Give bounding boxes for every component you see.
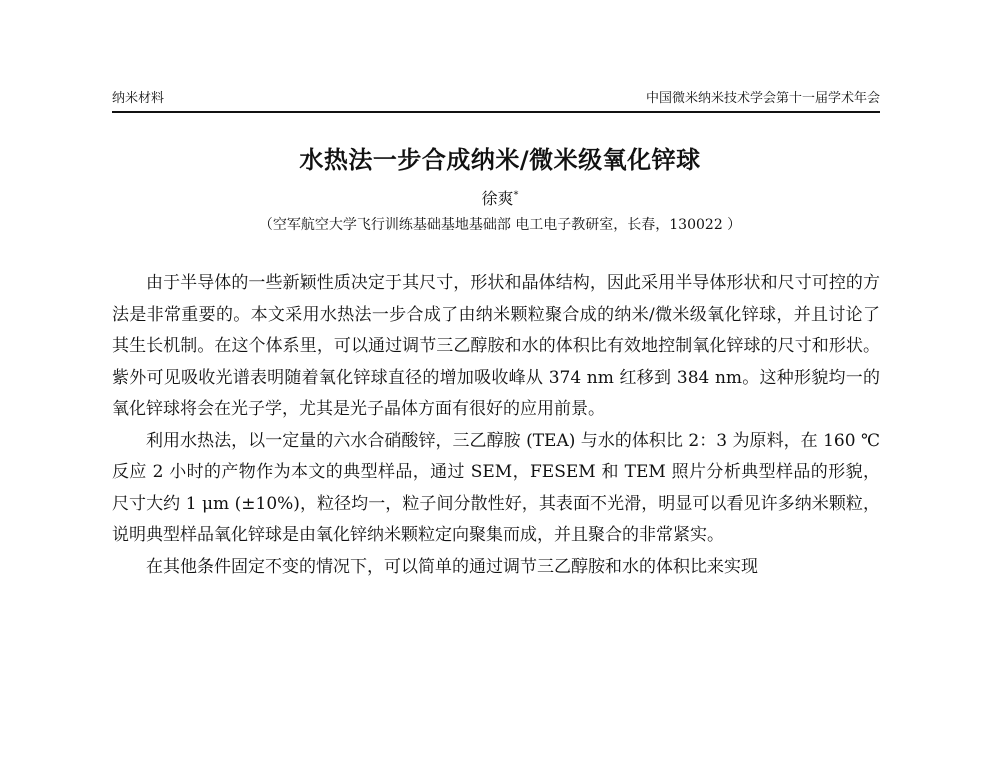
abstract-body (112, 268, 880, 583)
running-header (112, 88, 880, 110)
paragraph: 在其他条件固定不变的情况下，可以简单的通过调节三乙醇胺和水的体积比来实现 (146, 556, 758, 577)
paragraph: 利用水热法，以一定量的六水合硝酸锌，三乙醇胺 (TEA) 与水的体积比 2：3 为原料，在 160 ℃反应 2 小时的产物作为本文的典型样品，通过 SEM，FESEM 和 TEM 照片分析典型样品的形貌，尺寸大约 1 μm (±10%)，粒径均一，粒子间分散性好，其表面不光滑，明显可以看见许多纳米颗粒，说明典型样品氧化锌球是由氧化锌纳米颗粒定向聚集而成，并且聚合的非常紧实。 (112, 430, 880, 545)
header-rule (112, 111, 880, 113)
affiliation: （空军航空大学飞行训练基础基地基础部 电工电子教研室，长春，130022 ） (258, 217, 742, 233)
header-conference-name: 中国微米纳米技术学会第十一届学术年会 (645, 91, 880, 106)
author-line (0, 186, 1000, 209)
author-name: 徐爽 (481, 189, 514, 208)
author-footnote-mark: * (513, 189, 519, 201)
header-section-label: 纳米材料 (112, 91, 165, 106)
paragraph: 由于半导体的一些新颖性质决定于其尺寸，形状和晶体结构，因此采用半导体形状和尺寸可控的方法是非常重要的。本文采用水热法一步合成了由纳米颗粒聚合成的纳米/微米级氧化锌球，并且讨论了其生长机制。在这个体系里，可以通过调节三乙醇胺和水的体积比有效地控制氧化锌球的尺寸和形状。紫外可见吸收光谱表明随着氧化锌球直径的增加吸收峰从 374 nm 红移到 384 nm。这种形貌均一的氧化锌球将会在光子学，尤其是光子晶体方面有很好的应用前景。 (112, 273, 880, 419)
paper-title: 水热法一步合成纳米/微米级氧化锌球 (299, 146, 701, 174)
